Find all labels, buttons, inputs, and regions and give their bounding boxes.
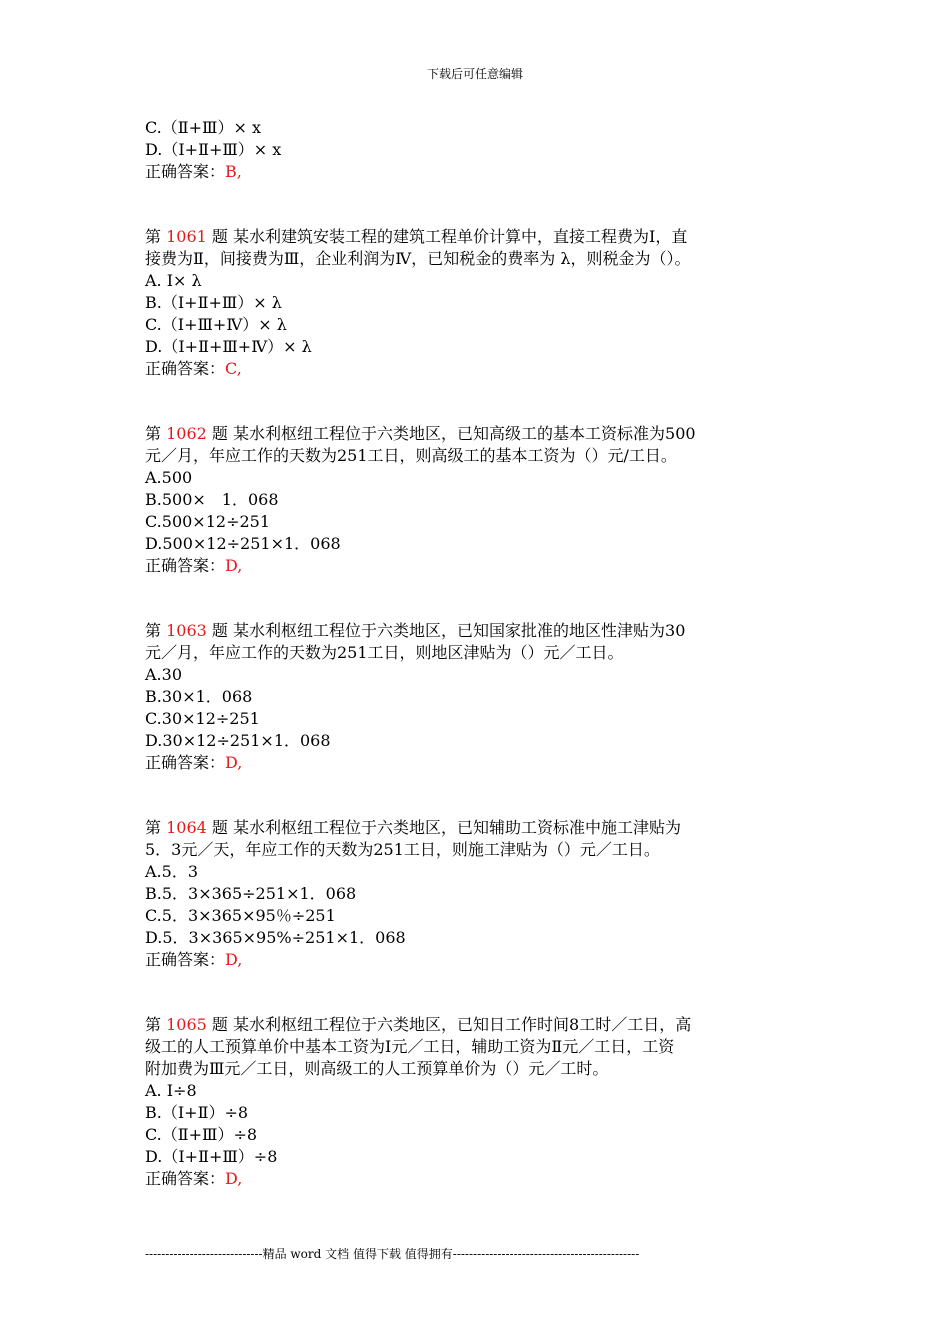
answer-value: D, bbox=[225, 556, 243, 575]
question-stem-line: 附加费为Ⅲ元／工日，则高级工的人工预算单价为（）元／工时。 bbox=[145, 1059, 609, 1078]
question-stem: 某水利枢纽工程位于六类地区，已知辅助工资标准中施工津贴为 bbox=[233, 818, 682, 837]
question-prefix: 第 bbox=[145, 621, 162, 640]
question-stem-line: 元／月，年应工作的天数为251工日，则地区津贴为（）元／工日。 bbox=[145, 643, 624, 662]
option-c: C.500×12÷251 bbox=[145, 512, 271, 531]
question-suffix: 题 bbox=[211, 818, 228, 837]
option-a: A.5．3 bbox=[145, 862, 199, 881]
option-c: C.5．3×365×95％÷251 bbox=[145, 906, 336, 925]
question-stem-line: 5．3元／天，年应工作的天数为251工日，则施工津贴为（）元／工日。 bbox=[145, 840, 660, 859]
option-a: A. Ⅰ× λ bbox=[145, 271, 202, 290]
option-d: D.（Ⅰ+Ⅱ+Ⅲ）× x bbox=[145, 140, 282, 159]
answer-value: C, bbox=[225, 359, 242, 378]
option-c: C.30×12÷251 bbox=[145, 709, 260, 728]
answer-label: 正确答案： bbox=[145, 1169, 226, 1188]
question-spacer bbox=[145, 183, 825, 226]
option-d: D.（Ⅰ+Ⅱ+Ⅲ）÷8 bbox=[145, 1147, 278, 1166]
question-spacer bbox=[145, 577, 825, 620]
question-stem: 某水利枢纽工程位于六类地区，已知国家批准的地区性津贴为30 bbox=[233, 621, 686, 640]
question-spacer bbox=[145, 380, 825, 423]
question-suffix: 题 bbox=[211, 1015, 228, 1034]
question-prefix: 第 bbox=[145, 818, 162, 837]
answer-label: 正确答案： bbox=[145, 556, 226, 575]
question-stem: 某水利建筑安装工程的建筑工程单价计算中，直接工程费为Ⅰ，直 bbox=[233, 227, 688, 246]
question-title-line bbox=[145, 423, 825, 445]
question-stem: 某水利枢纽工程位于六类地区，已知高级工的基本工资标准为500 bbox=[233, 424, 696, 443]
question-list bbox=[145, 183, 825, 1190]
option-b: B.5．3×365÷251×1．068 bbox=[145, 884, 357, 903]
question-number: 1063 bbox=[166, 621, 207, 640]
question-block bbox=[145, 817, 825, 971]
answer-value: D, bbox=[225, 950, 243, 969]
question-suffix: 题 bbox=[211, 621, 228, 640]
question-title-line bbox=[145, 226, 825, 248]
answer-value: D, bbox=[225, 1169, 243, 1188]
page-header: 下载后可任意编辑 bbox=[426, 67, 523, 81]
question-number: 1064 bbox=[166, 818, 207, 837]
option-d: D.500×12÷251×1．068 bbox=[145, 534, 341, 553]
document-body bbox=[145, 117, 825, 1190]
answer-line bbox=[145, 752, 825, 774]
option-b: B.（Ⅰ+Ⅱ）÷8 bbox=[145, 1103, 249, 1122]
option-d: D.30×12÷251×1．068 bbox=[145, 731, 331, 750]
option-d: D.5．3×365×95%÷251×1．068 bbox=[145, 928, 406, 947]
option-b: B.30×1．068 bbox=[145, 687, 253, 706]
question-title-line bbox=[145, 817, 825, 839]
question-number: 1061 bbox=[166, 227, 207, 246]
question-title-line bbox=[145, 620, 825, 642]
option-c: C.（Ⅱ+Ⅲ）× x bbox=[145, 118, 261, 137]
question-stem-line: 接费为Ⅱ，间接费为Ⅲ，企业利润为Ⅳ，已知税金的费率为 λ，则税金为（）。 bbox=[145, 249, 691, 268]
question-prefix: 第 bbox=[145, 227, 162, 246]
question-title-line bbox=[145, 1014, 825, 1036]
question-block bbox=[145, 423, 825, 577]
answer-line bbox=[145, 949, 825, 971]
answer-line bbox=[145, 358, 825, 380]
question-block bbox=[145, 620, 825, 774]
question-spacer bbox=[145, 774, 825, 817]
option-b: B.（Ⅰ+Ⅱ+Ⅲ）× λ bbox=[145, 293, 282, 312]
option-b: B.500× 1．068 bbox=[145, 490, 279, 509]
option-a: A. Ⅰ÷8 bbox=[145, 1081, 197, 1100]
option-a: A.500 bbox=[145, 468, 193, 487]
option-c: C.（Ⅰ+Ⅲ+Ⅳ）× λ bbox=[145, 315, 287, 334]
question-block bbox=[145, 226, 825, 380]
question-prefix: 第 bbox=[145, 1015, 162, 1034]
answer-value: B, bbox=[225, 162, 242, 181]
question-suffix: 题 bbox=[211, 227, 228, 246]
page-footer: -----------------------------精品 word 文档 值得下载 值得拥有---------------------------------------------- bbox=[145, 1247, 640, 1261]
answer-line bbox=[145, 555, 825, 577]
answer-label: 正确答案： bbox=[145, 162, 226, 181]
question-number: 1065 bbox=[166, 1015, 207, 1034]
question-stem: 某水利枢纽工程位于六类地区，已知日工作时间8工时／工日，高 bbox=[233, 1015, 692, 1034]
question-prefix: 第 bbox=[145, 424, 162, 443]
question-suffix: 题 bbox=[211, 424, 228, 443]
answer-value: D, bbox=[225, 753, 243, 772]
question-stem-line: 级工的人工预算单价中基本工资为Ⅰ元／工日，辅助工资为Ⅱ元／工日，工资 bbox=[145, 1037, 675, 1056]
option-d: D.（Ⅰ+Ⅱ+Ⅲ+Ⅳ）× λ bbox=[145, 337, 312, 356]
answer-label: 正确答案： bbox=[145, 950, 226, 969]
question-number: 1062 bbox=[166, 424, 207, 443]
answer-line bbox=[145, 1168, 825, 1190]
answer-label: 正确答案： bbox=[145, 359, 226, 378]
answer-line bbox=[145, 161, 825, 183]
previous-question-tail bbox=[145, 117, 825, 183]
option-a: A.30 bbox=[145, 665, 182, 684]
answer-label: 正确答案： bbox=[145, 753, 226, 772]
question-block bbox=[145, 1014, 825, 1190]
question-stem-line: 元／月，年应工作的天数为251工日，则高级工的基本工资为（）元/工日。 bbox=[145, 446, 677, 465]
question-spacer bbox=[145, 971, 825, 1014]
option-c: C.（Ⅱ+Ⅲ）÷8 bbox=[145, 1125, 258, 1144]
